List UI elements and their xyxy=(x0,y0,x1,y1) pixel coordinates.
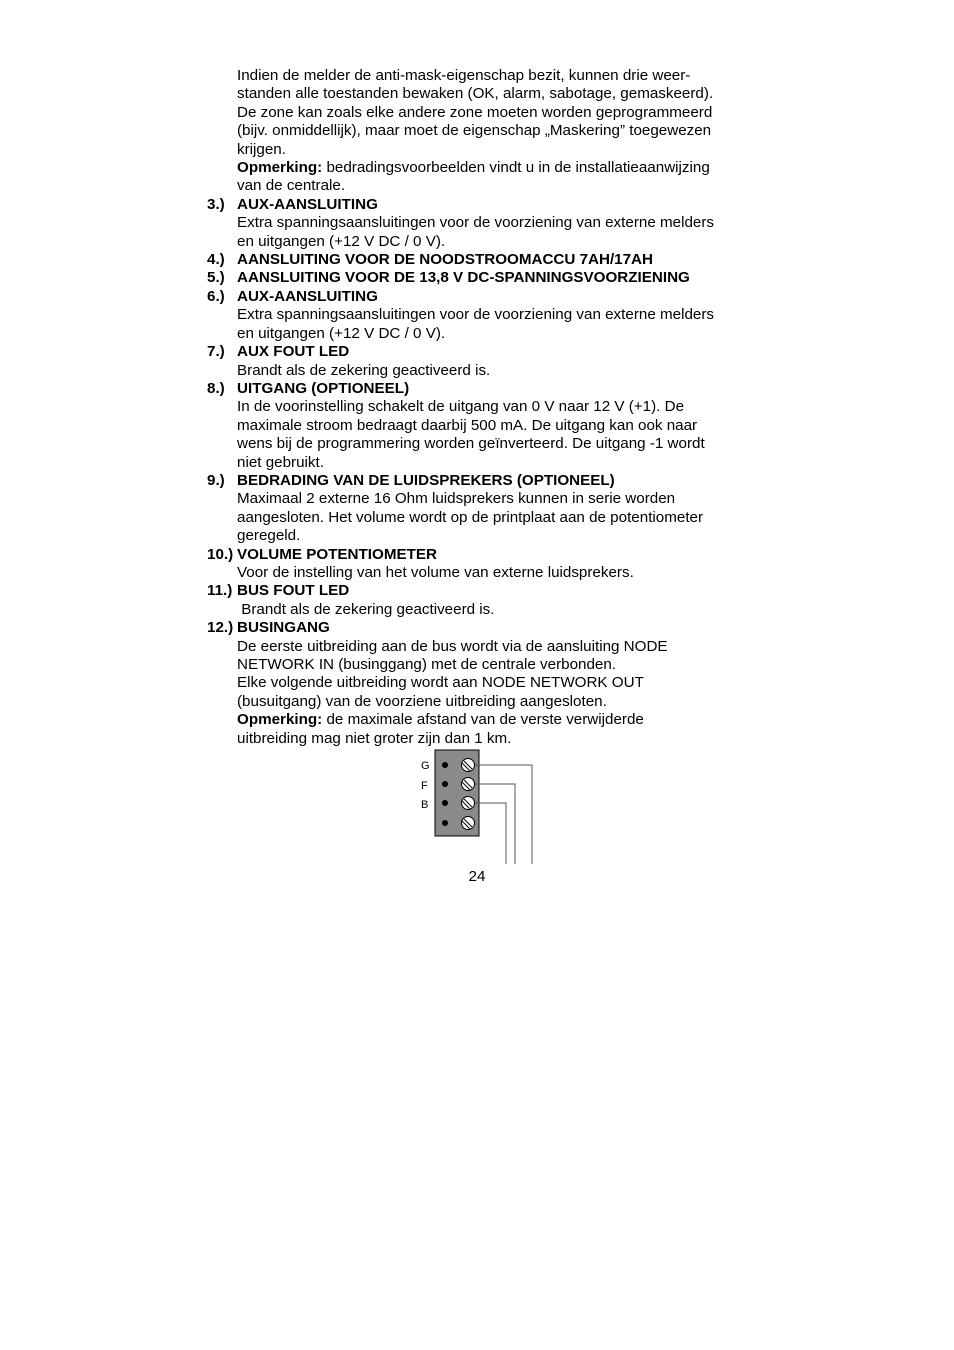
item-number: 3.) xyxy=(207,195,225,213)
item-note-cont: uitbreiding mag niet groter zijn dan 1 km. xyxy=(237,729,512,747)
note-text: de maximale afstand van de verste verwijderde xyxy=(322,711,644,729)
wires xyxy=(475,765,532,864)
list-item xyxy=(207,288,752,306)
list-item xyxy=(207,546,752,564)
list-item xyxy=(207,196,752,214)
intro-line: De zone kan zoals elke andere zone moeten worden geprogrammeerd xyxy=(237,103,713,121)
item-number: 12.) xyxy=(207,619,234,637)
terminal-hole xyxy=(442,781,448,787)
item-line: Maximaal 2 externe 16 Ohm luidsprekers kunnen in serie worden xyxy=(237,490,676,508)
item-line: niet gebruikt. xyxy=(237,453,324,471)
list-item xyxy=(207,472,752,490)
item-number: 10.) xyxy=(207,545,234,563)
list-item xyxy=(207,343,752,361)
terminal-label-g: G xyxy=(421,760,430,772)
terminal-block-diagram xyxy=(418,748,538,866)
intro-line: krijgen. xyxy=(237,140,286,158)
wire-b xyxy=(475,803,506,864)
intro-line: Indien de melder de anti-mask-eigenschap bezit, kunnen drie weer- xyxy=(237,67,691,84)
item-line: Brandt als de zekering geactiveerd is. xyxy=(237,361,491,379)
list-item xyxy=(207,269,752,287)
item-line: aangesloten. Het volume wordt op de printplaat aan de potentiometer xyxy=(237,508,704,526)
item-number: 5.) xyxy=(207,269,225,287)
item-body xyxy=(237,306,752,343)
intro-line: standen alle toestanden bewaken (OK, alarm, sabotage, gemaskeerd). xyxy=(237,85,714,103)
page-content xyxy=(207,67,752,748)
item-heading: AANSLUITING VOOR DE 13,8 V DC-SPANNINGSVOORZIENING xyxy=(237,269,690,287)
intro-paragraph xyxy=(237,67,752,196)
item-number: 8.) xyxy=(207,379,225,397)
item-number: 4.) xyxy=(207,251,225,269)
item-line: Voor de instelling van het volume van externe luidsprekers. xyxy=(237,563,634,581)
item-heading: BEDRADING VAN DE LUIDSPREKERS (OPTIONEEL) xyxy=(237,471,615,489)
item-line: maximale stroom bedraagt daarbij 500 mA. De uitgang kan ook naar xyxy=(237,416,698,434)
item-heading: AUX-AANSLUITING xyxy=(237,287,378,305)
terminal-hole xyxy=(442,820,448,826)
note-label: Opmerking: xyxy=(237,711,323,729)
note-label: Opmerking: xyxy=(237,159,323,177)
item-number: 6.) xyxy=(207,287,225,305)
list-item xyxy=(207,251,752,269)
item-line: en uitgangen (+12 V DC / 0 V). xyxy=(237,324,446,342)
item-heading: AUX-AANSLUITING xyxy=(237,195,378,213)
item-line: Elke volgende uitbreiding wordt aan NODE NETWORK OUT xyxy=(237,674,644,692)
item-line: Brandt als de zekering geactiveerd is. xyxy=(237,600,495,618)
item-number: 11.) xyxy=(207,582,233,600)
item-line: (busuitgang) van de voorziene uitbreiding aangesloten. xyxy=(237,692,607,710)
item-heading: AUX FOUT LED xyxy=(237,343,350,361)
item-line: Extra spanningsaansluitingen voor de voorziening van externe melders xyxy=(237,214,715,232)
item-body xyxy=(237,398,752,472)
numbered-list xyxy=(207,196,752,619)
item-body xyxy=(237,601,752,619)
item-heading: UITGANG (OPTIONEEL) xyxy=(237,379,410,397)
list-item xyxy=(207,582,752,600)
item-heading: BUS FOUT LED xyxy=(237,582,350,600)
wire-f xyxy=(475,784,515,864)
item-heading: AANSLUITING VOOR DE NOODSTROOMACCU 7AH/17AH xyxy=(237,251,653,269)
item-body xyxy=(237,362,752,380)
list-item xyxy=(207,380,752,398)
intro-note-cont: van de centrale. xyxy=(237,177,346,195)
item-body xyxy=(237,490,752,545)
item-12-body xyxy=(237,638,752,748)
wire-g xyxy=(475,765,532,864)
item-number: 7.) xyxy=(207,343,225,361)
item-note xyxy=(237,711,752,729)
intro-note xyxy=(237,159,752,177)
item-line: De eerste uitbreiding aan de bus wordt via de aansluiting NODE xyxy=(237,637,668,655)
intro-line: (bijv. onmiddellijk), maar moet de eigenschap „Maskering” toegewezen xyxy=(237,122,712,140)
terminal-label-b: B xyxy=(421,799,429,811)
terminal-hole xyxy=(442,800,448,806)
item-heading: BUSINGANG xyxy=(237,619,330,637)
terminal-hole xyxy=(442,762,448,768)
item-line: en uitgangen (+12 V DC / 0 V). xyxy=(237,232,446,250)
item-line: wens bij de programmering worden geïnverteerd. De uitgang -1 wordt xyxy=(237,435,705,453)
item-body xyxy=(237,214,752,251)
item-body xyxy=(237,564,752,582)
note-text: bedradingsvoorbeelden vindt u in de installatieaanwijzing xyxy=(322,159,710,177)
item-number: 9.) xyxy=(207,471,225,489)
item-heading: VOLUME POTENTIOMETER xyxy=(237,545,437,563)
item-line: In de voorinstelling schakelt de uitgang van 0 V naar 12 V (+1). De xyxy=(237,398,685,416)
list-item-12 xyxy=(207,619,752,637)
item-line: Extra spanningsaansluitingen voor de voorziening van externe melders xyxy=(237,306,715,324)
item-line: geregeld. xyxy=(237,527,301,545)
item-line: NETWORK IN (businggang) met de centrale verbonden. xyxy=(237,656,617,673)
terminal-label-f: F xyxy=(421,780,428,792)
page-number: 24 xyxy=(468,868,486,885)
